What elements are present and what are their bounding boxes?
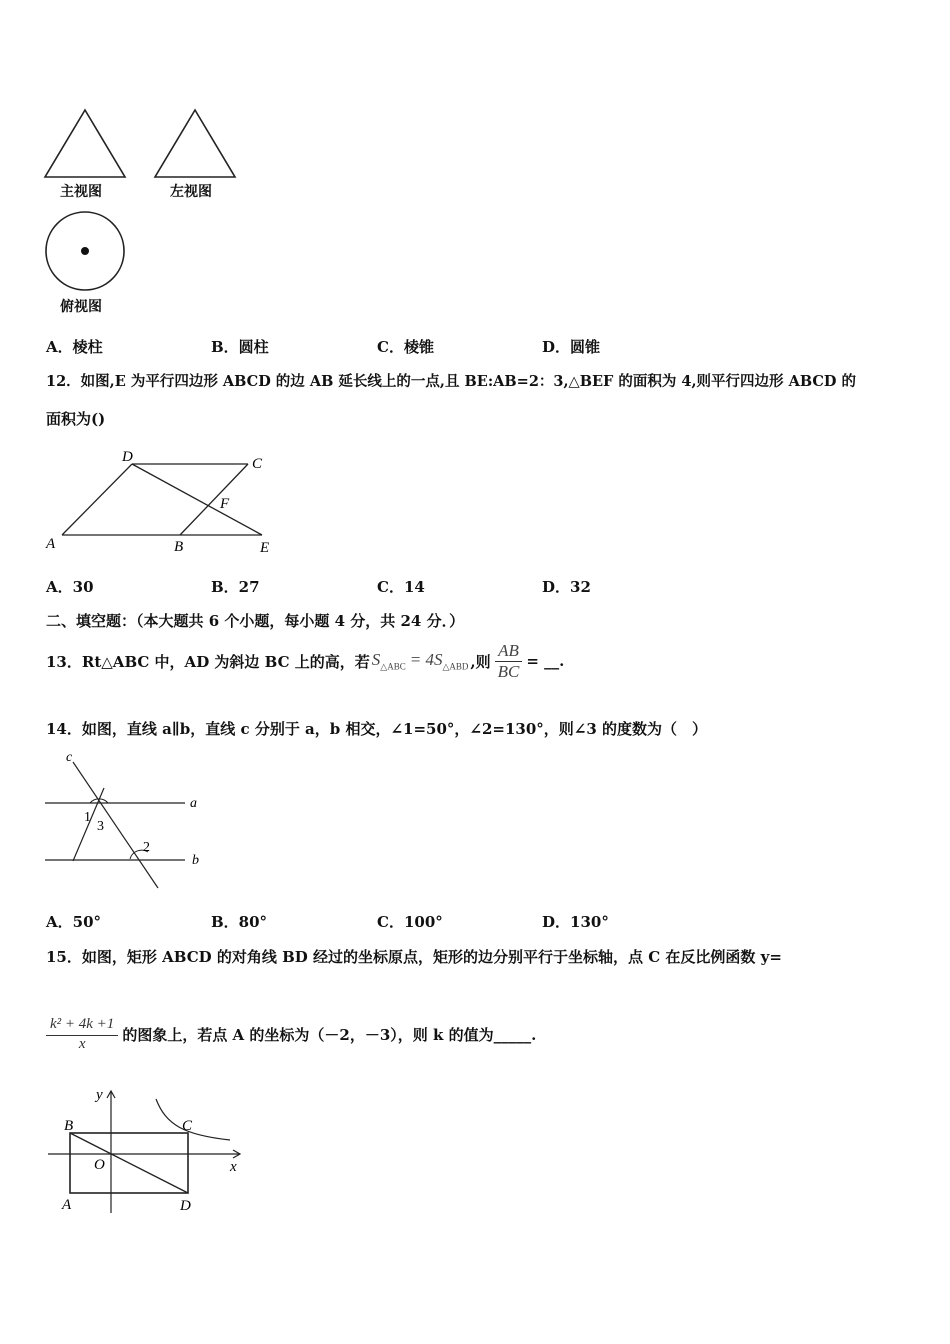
q15-label-b: B [64, 1118, 74, 1134]
q12-label-f: F [220, 496, 230, 512]
q12-label-c: C [252, 456, 263, 472]
q12-option-c: C．14 [377, 578, 425, 596]
q14-label-b: b [192, 853, 199, 868]
q15-question-rest: 的图象上，若点 A 的坐标为（－2，－3），则 k 的值为_____. [122, 1025, 537, 1044]
q13-fraction: $\frac{AB}{BC}$ [495, 641, 523, 682]
q12-label-b: B [174, 539, 184, 555]
q13-area-abc: $S_{\triangle ABC}$ [371, 649, 406, 672]
q11-top-view-caption: 俯视图 [60, 299, 102, 315]
q12-question-line2: 面积为() [46, 410, 106, 428]
q15-label-c: C [182, 1118, 193, 1134]
q12-option-a: A．30 [46, 578, 94, 596]
q15-label-o: O [94, 1157, 105, 1173]
q14-option-d: D．130° [542, 913, 609, 931]
q11-left-view-caption: 左视图 [170, 184, 212, 200]
q13-area-abd: = $4S_{\triangle ABD}$ [409, 649, 469, 672]
q14-option-b: B．80° [211, 913, 268, 931]
q14-option-a: A．50° [46, 913, 102, 931]
q14-option-c: C．100° [377, 913, 443, 931]
q11-option-c: C．棱锥 [377, 338, 434, 356]
q14-label-c: c [66, 750, 73, 765]
q15-label-x: x [230, 1159, 237, 1175]
q14-label-a: a [190, 796, 197, 811]
q13-question [46, 636, 564, 686]
q15-label-d: D [180, 1198, 191, 1214]
q15-question-line2 [46, 1008, 536, 1060]
q12-label-a: A [46, 536, 56, 552]
q13-prefix: 13．Rt△ABC 中，AD 为斜边 BC 上的高，若 [46, 652, 370, 671]
q14-label-angle1: 1 [84, 810, 91, 825]
q14-label-angle2: 2 [143, 840, 150, 855]
q12-parallelogram-figure [40, 445, 290, 560]
q11-option-b: B．圆柱 [211, 338, 269, 356]
q13-mid: ,则 [470, 652, 491, 671]
q12-option-b: B．27 [211, 578, 260, 596]
q11-option-d: D．圆锥 [542, 338, 601, 356]
q12-question-line1: 12．如图,E 为平行四边形 ABCD 的边 AB 延长线上的一点,且 BE:AB=2：3,△BEF 的面积为 4,则平行四边形 ABCD 的 [46, 373, 857, 390]
q14-parallel-lines-figure [40, 748, 220, 896]
q15-question-line1: 15．如图，矩形 ABCD 的对角线 BD 经过的坐标原点，矩形的边分别平行于坐标轴，点 C 在反比例函数 y= [46, 948, 782, 966]
q11-front-view-caption: 主视图 [60, 184, 102, 200]
q11-top-view-figure [40, 208, 135, 298]
q14-label-angle3: 3 [97, 819, 104, 834]
q15-label-a: A [62, 1197, 72, 1213]
q12-option-d: D．32 [542, 578, 591, 596]
q14-question: 14．如图，直线 a∥b，直线 c 分别于 a，b 相交，∠1=50°，∠2=130°，则∠3 的度数为（ ） [46, 720, 708, 738]
q13-suffix: = __. [526, 652, 565, 670]
section-fill-in-heading: 二、填空题：（本大题共 6 个小题，每小题 4 分，共 24 分．） [46, 612, 465, 630]
q15-label-y: y [96, 1087, 103, 1103]
q15-function-fraction: $\frac{\text{k² + 4k +1}}{x}$ [46, 1016, 118, 1053]
q15-coordinate-figure [44, 1085, 244, 1215]
q12-label-d: D [122, 449, 133, 465]
q12-label-e: E [260, 540, 270, 556]
q11-option-a: A．棱柱 [46, 338, 103, 356]
